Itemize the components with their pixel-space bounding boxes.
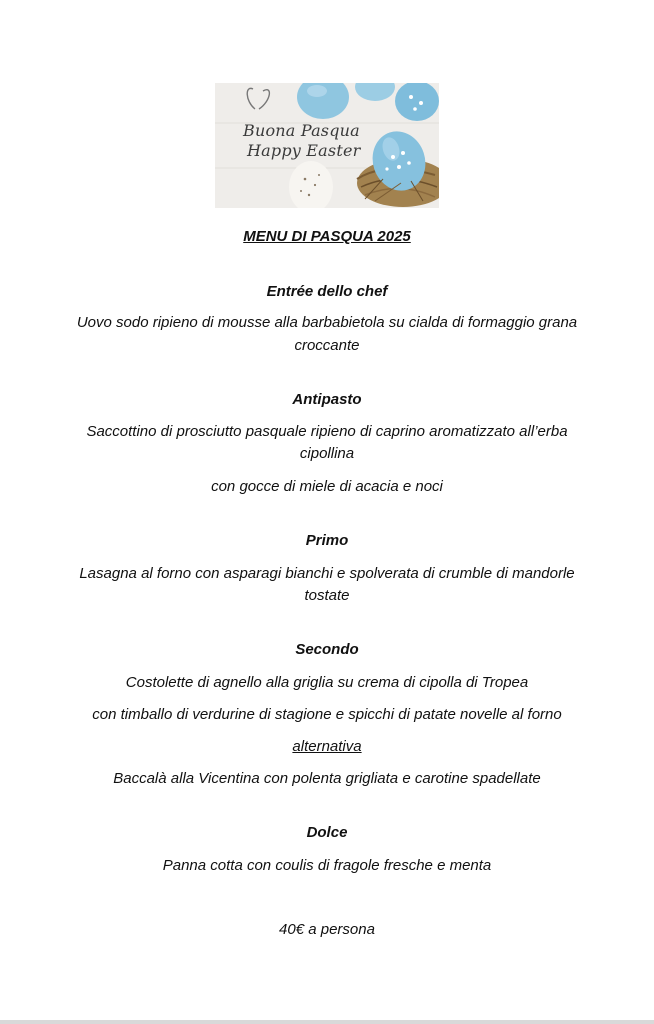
heading-antipasto: Antipasto [292, 391, 362, 408]
heading-dolce: Dolce [306, 824, 348, 841]
antipasto-line-1: Saccottino di prosciutto pasquale ripieno di caprino aromatizzato all’erba [86, 423, 568, 440]
antipasto-line-2: cipollina [299, 445, 355, 462]
easter-banner-image [215, 83, 439, 208]
secondo-line-1: Costolette di agnello alla griglia su crema di cipolla di Tropea [125, 674, 529, 691]
banner-greeting [243, 121, 363, 161]
banner-line-1: Buona Pasqua [243, 121, 360, 140]
secondo-line-2: con timballo di verdurine di stagione e spicchi di patate novelle al forno [92, 706, 562, 723]
dolce-line-1: Panna cotta con coulis di fragole fresche e menta [162, 857, 492, 874]
menu-title: MENU DI PASQUA 2025 [243, 228, 411, 245]
secondo-line-3: Baccalà alla Vicentina con polenta grigliata e carotine spadellate [113, 770, 541, 787]
antipasto-line-3: con gocce di miele di acacia e noci [211, 478, 443, 495]
secondo-alternative-label: alternativa [292, 738, 362, 755]
page-bottom-edge [0, 1020, 654, 1024]
entree-line-2: croccante [294, 337, 360, 354]
primo-line-2: tostate [304, 587, 350, 604]
heading-secondo: Secondo [295, 641, 359, 658]
primo-line-1: Lasagna al forno con asparagi bianchi e spolverata di crumble di mandorle [79, 565, 575, 582]
entree-line-1: Uovo sodo ripieno di mousse alla barbabietola su cialda di formaggio grana [76, 314, 578, 331]
heading-primo: Primo [305, 532, 349, 549]
heading-entree: Entrée dello chef [266, 283, 388, 300]
banner-line-2: Happy Easter [247, 141, 361, 160]
price-text: 40€ a persona [279, 921, 375, 938]
